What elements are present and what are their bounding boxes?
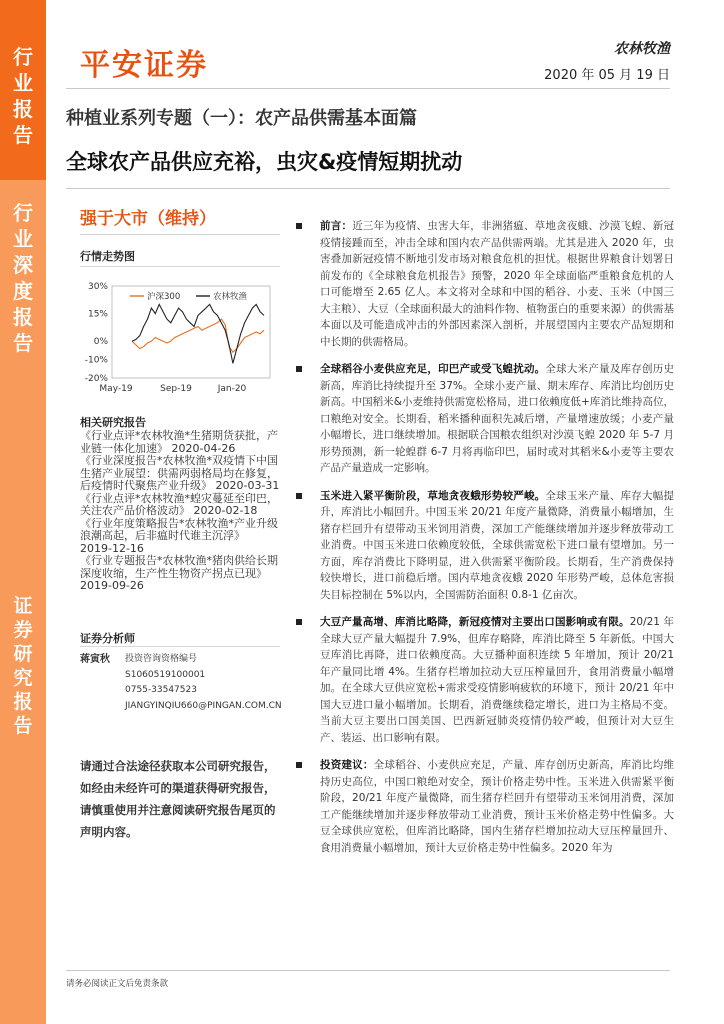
report-subtitle: 种植业系列专题（一）：农产品供需基本面篇 xyxy=(66,108,417,129)
summary-paragraph xyxy=(296,361,674,477)
bullet-icon xyxy=(296,619,302,625)
y-tick-label: 30% xyxy=(87,282,108,292)
sector-label: 农林牧渔 xyxy=(614,41,670,57)
chart-lines xyxy=(132,304,264,363)
x-tick-label: Sep-19 xyxy=(160,384,192,394)
footer-note: 请务必阅读正文后免责条款 xyxy=(66,979,169,989)
y-tick-label: 15% xyxy=(87,309,108,320)
bullet-icon xyxy=(296,762,302,768)
x-tick-label: Jan-20 xyxy=(217,384,247,394)
paragraph-lead: 大豆产量高增、库消比略降，新冠疫情对主要出口国影响或有限。 xyxy=(320,616,630,628)
footer-divider xyxy=(66,970,670,971)
ribbon-label-industry-report: 行 业 报 告 xyxy=(13,45,33,147)
analyst-email[interactable]: JIANGYINQIU660@PINGAN.COM.CN xyxy=(125,700,282,711)
ribbon-label-securities-research: 证 券 研 究 报 告 xyxy=(13,595,33,737)
analyst-section-title: 证券分析师 xyxy=(80,632,135,645)
paragraph-text: 全球玉米产量、库存大幅提升，库消比小幅回升。中国玉米 20/21 年度产量微降，消费量小幅增加，生猪存栏回升有望带动玉米饲用消费，深加工产能继续增加并逐步释放带动工业消费。中国玉米进口依赖度较低，全球供需宽松下进口量有望增加。另一方面，库存消费比下降明显，进入供需紧平衡阶段。长期看，生产消费保持较快增长，进口前稳后增。国内草地贪夜蛾 2020 年形势严峻，总体危害损失目标控制在 5%以内，全国需防治面积 0.8-1 亿亩次。 xyxy=(320,489,674,601)
ribbon-label-deep-report: 行 业 深 度 报 告 xyxy=(13,201,33,355)
trend-divider xyxy=(80,266,280,267)
bullet-icon xyxy=(296,493,302,499)
y-tick-label: 0% xyxy=(93,337,108,348)
bullet-icon xyxy=(296,366,302,372)
bullet-icon xyxy=(296,223,302,229)
series-line-1 xyxy=(132,304,264,363)
main-summary xyxy=(296,218,674,867)
summary-paragraph xyxy=(296,614,674,746)
side-ribbon xyxy=(0,0,46,1024)
paragraph-lead: 投资建议： xyxy=(320,759,374,771)
x-tick-label: May-19 xyxy=(99,384,133,394)
summary-paragraph xyxy=(296,488,674,604)
related-report-item[interactable]: 《行业深度报告*农林牧渔*双疫情下中国生猪产业展望：供需两弱格局均在修复，后疫情时代聚焦产业升级》 2020-03-31 xyxy=(80,454,280,492)
paragraph-text: 全球稻谷、小麦供应充足，产量、库存创历史新高，库消比均维持历史高位，中国口粮绝对安全，预计价格走势中性。玉米进入供需紧平衡阶段，20/21 年度产量微降，而生猪存栏回升有望带动玉米饲用消费，深加工产能继续增加并逐步释放带动工业消费，预计玉米价格走势中性偏多。大豆全球供应宽松，但库消比略降，国内生猪存栏增加拉动大豆压榨量回升、食用消费量小幅增加，预计大豆价格走势中性偏多。2020 年为 xyxy=(320,759,674,854)
analyst-role: 投资咨询资格编号 xyxy=(125,654,198,664)
title-divider xyxy=(66,188,670,189)
summary-paragraph xyxy=(296,218,674,350)
analyst-name: 蒋寅秋 xyxy=(80,654,110,665)
legend-label: 沪深300 xyxy=(147,292,181,302)
summary-paragraph xyxy=(296,757,674,856)
paragraph-lead: 全球稻谷小麦供应充足，印巴产或受飞蝗扰动。 xyxy=(320,363,546,375)
related-reports-list xyxy=(80,430,280,593)
related-report-item[interactable]: 《行业专题报告*农林牧渔*猪肉供给长期深度收缩，生产性生物资产拐点已现》 2019-09-26 xyxy=(80,554,278,592)
analyst-phone: 0755-33547523 xyxy=(125,685,197,695)
chart-legend xyxy=(130,291,248,302)
rating-label: 强于大市（维持） xyxy=(80,209,216,229)
related-report-item[interactable]: 《行业点评*农林牧渔*蝗灾蔓延至印巴，关注农产品价格波动》 2020-02-18 xyxy=(80,491,278,517)
paragraph-text: 近三年为疫情、虫害大年，非洲猪瘟、草地贪夜蛾、沙漠飞蝗、新冠疫情接踵而至，冲击全球和国内农产品供需两端。尤其是进入 2020 年，虫害叠加新冠疫情不断地引发市场对粮食危机的担忧。根据世界粮食计划署日前发布的《全球粮食危机报告》预警，2020 年全球面临严重粮食危机的人口可能增至 2.65 亿人。本文将对全球和中国的稻谷、小麦、玉米（中国三大主粮）、大豆（全球面积最大的油料作物、植物蛋白的重要来源）的供需基本面以及可能造成冲击的外部因素深入剖析，并展望国内主要农产品短期和中长期的供需格局。 xyxy=(320,220,674,348)
header-divider xyxy=(66,88,670,89)
report-title: 全球农产品供应充裕，虫灾&疫情短期扰动 xyxy=(66,150,463,174)
related-section-title: 相关研究报告 xyxy=(80,416,146,429)
y-tick-label: -20% xyxy=(84,374,108,384)
analyst-divider xyxy=(80,646,280,647)
related-report-item[interactable]: 《行业点评*农林牧渔*生猪期货获批，产业链一体化加速》 2020-04-26 xyxy=(80,429,278,455)
disclaimer-text: 请通过合法途径获取本公司研究报告，如经由未经许可的渠道获得研究报告，请慎重使用并注意阅读研究报告尾页的声明内容。 xyxy=(80,759,276,839)
report-date: 2020 年 05 月 19 日 xyxy=(544,68,670,83)
trend-chart xyxy=(70,272,280,400)
related-report-item[interactable]: 《行业年度策略报告*农林牧渔*产业升级浪潮高起，后非瘟时代谁主沉浮》 2019-12-16 xyxy=(80,516,278,555)
paragraph-text: 全球大米产量及库存创历史新高，库消比持续提升至 37%。全球小麦产量、期末库存、库消比均创历史新高。中国稻米&小麦维持供需宽松格局，进口依赖度低+库消比维持高位，口粮绝对安全。长期看，稻米播种面积先减后增，产量增速放缓；小麦产量小幅增长，进口继续增加。根据联合国粮农组织对沙漠飞蝗 2020 年 5-7 月形势预测，新一轮蝗群 6-7 月将再临印巴，届时或对其稻米&小麦等主要农产品产量造成一定影响。 xyxy=(320,363,674,474)
paragraph-lead: 前言： xyxy=(320,220,353,232)
paragraph-lead: 玉米进入紧平衡阶段，草地贪夜蛾形势较严峻。 xyxy=(320,489,546,502)
y-tick-label: -10% xyxy=(84,355,108,366)
analyst-license: S1060519100001 xyxy=(125,669,206,680)
company-logo: 平安证券 xyxy=(80,48,208,83)
paragraph-text: 20/21 年全球大豆产量大幅提升 7.9%，但库存略降，库消比降至 5 年新低。中国大豆库消比再降，进口依赖度高。大豆播种面积连续 5 年增加，预计 20/21 年产量同比增 4%。生猪存栏增加拉动大豆压榨量回升，食用消费量小幅增加。在全球大豆供应宽松+需求受疫情影响疲软的环境下，预计 20/21 年中国大豆进口量小幅增加。长期看，消费继续稳定增长，进口为主格局不变。当前大豆主要出口国美国、巴西新冠肺炎疫情仍较严峻，但预计对大豆生产、装运、出口影响有限。 xyxy=(320,616,674,744)
rating-divider xyxy=(80,234,280,235)
legend-label: 农林牧渔 xyxy=(213,292,248,302)
trend-section-title: 行情走势图 xyxy=(80,250,135,263)
